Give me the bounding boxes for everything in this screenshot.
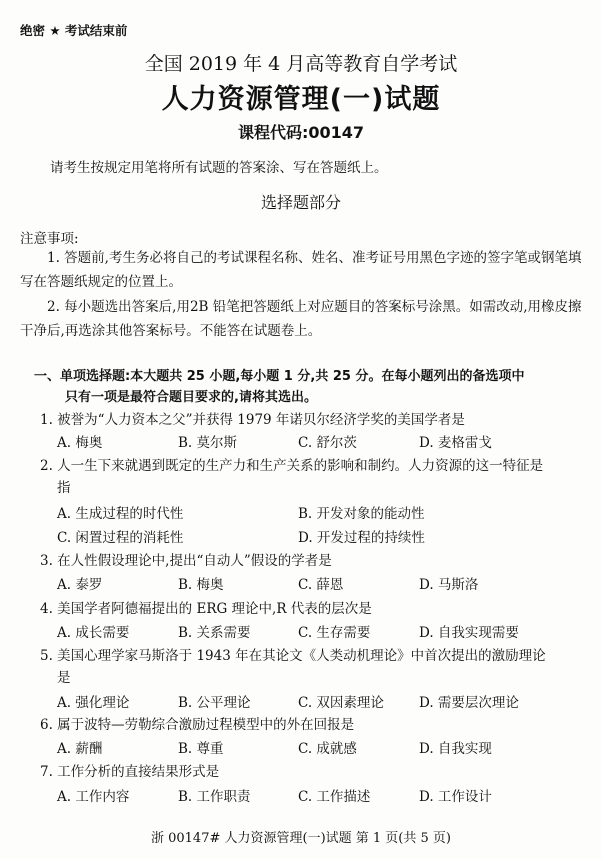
course-code: 课程代码:00147	[237, 123, 365, 142]
exam-title: 人力资源管理(一)试题	[161, 84, 441, 115]
question-2-option-a: A. 生成过程的时代性	[57, 506, 184, 522]
part-one-heading-line2: 只有一项是最符合题目要求的,请将其选出。	[65, 390, 317, 405]
question-6-option-c: C. 成就感	[298, 741, 357, 757]
question-7-option-a: A. 工作内容	[57, 789, 130, 805]
question-6-option-b: B. 尊重	[178, 741, 224, 757]
question-1-option-c: C. 舒尔茨	[298, 435, 357, 451]
question-5-option-b: B. 公平理论	[178, 695, 251, 711]
part-one-heading-line1: 一、单项选择题:本大题共 25 小题,每小题 1 分,共 25 分。在每小题列出的备选项中	[34, 369, 525, 384]
question-7-stem: 7. 工作分析的直接结果形式是	[40, 764, 220, 780]
question-5-stem: 5. 美国心理学家马斯洛于 1943 年在其论文《人类动机理论》中首次提出的激励理论	[40, 648, 546, 664]
question-3-stem: 3. 在人性假设理论中,提出“自动人”假设的学者是	[40, 553, 332, 569]
answer-instruction: 请考生按规定用笔将所有试题的答案涂、写在答题纸上。	[50, 160, 388, 176]
question-2-stem: 2. 人一生下来就遇到既定的生产力和生产关系的影响和制约。人力资源的这一特征是	[40, 458, 544, 474]
exam-session-line: 全国 2019 年 4 月高等教育自学考试	[144, 53, 458, 75]
question-4-option-a: A. 成长需要	[57, 625, 130, 641]
question-3-option-c: C. 薛恩	[298, 577, 344, 593]
page-footer: 浙 00147# 人力资源管理(一)试题 第 1 页(共 5 页)	[150, 831, 451, 846]
question-2-option-b: B. 开发对象的能动性	[298, 506, 425, 522]
question-3-option-a: A. 泰罗	[57, 577, 103, 593]
question-3-option-d: D. 马斯洛	[419, 577, 479, 593]
question-7-option-c: C. 工作描述	[298, 789, 371, 805]
question-1-option-b: B. 莫尔斯	[178, 435, 238, 451]
section-title: 选择题部分	[260, 193, 341, 212]
question-5-option-d: D. 需要层次理论	[419, 695, 519, 711]
question-7-option-b: B. 工作职责	[178, 789, 251, 805]
question-6-stem: 6. 属于波特—劳勒综合激励过程模型中的外在回报是	[40, 717, 355, 733]
question-1-option-d: D. 麦格雷戈	[419, 435, 492, 451]
question-6-option-a: A. 薪酬	[57, 741, 103, 757]
question-4-stem: 4. 美国学者阿德福提出的 ERG 理论中,R 代表的层次是	[40, 601, 372, 617]
question-2-option-d: D. 开发过程的持续性	[298, 530, 425, 546]
secret-mark: 绝密 ★ 考试结束前	[20, 23, 128, 38]
part-one-heading	[34, 366, 524, 408]
note-item-1: 1. 答题前,考生务必将自己的考试课程名称、姓名、准考证号用黑色字迹的签字笔或钢笔填写在答题纸规定的位置上。	[20, 250, 582, 290]
notes-heading: 注意事项:	[20, 231, 79, 247]
question-5-option-a: A. 强化理论	[57, 695, 130, 711]
question-6-option-d: D. 自我实现	[419, 741, 492, 757]
question-5-option-c: C. 双因素理论	[298, 695, 384, 711]
question-7-option-d: D. 工作设计	[419, 789, 492, 805]
question-1-stem: 1. 被誉为“人力资本之父”并获得 1979 年诺贝尔经济学奖的美国学者是	[40, 412, 465, 428]
question-4-option-c: C. 生存需要	[298, 625, 371, 641]
question-2-stem-continued: 指	[57, 480, 71, 496]
question-4-option-b: B. 关系需要	[178, 625, 251, 641]
question-1-option-a: A. 梅奥	[57, 435, 103, 451]
note-item-2: 2. 每小题选出答案后,用2B 铅笔把答题纸上对应题目的答案标号涂黑。如需改动,用橡皮擦干净后,再选涂其他答案标号。不能答在试题卷上。	[20, 299, 582, 339]
question-3-option-b: B. 梅奥	[178, 577, 224, 593]
question-2-option-c: C. 闲置过程的消耗性	[57, 530, 184, 546]
question-4-option-d: D. 自我实现需要	[419, 625, 519, 641]
question-5-stem-continued: 是	[57, 670, 71, 686]
